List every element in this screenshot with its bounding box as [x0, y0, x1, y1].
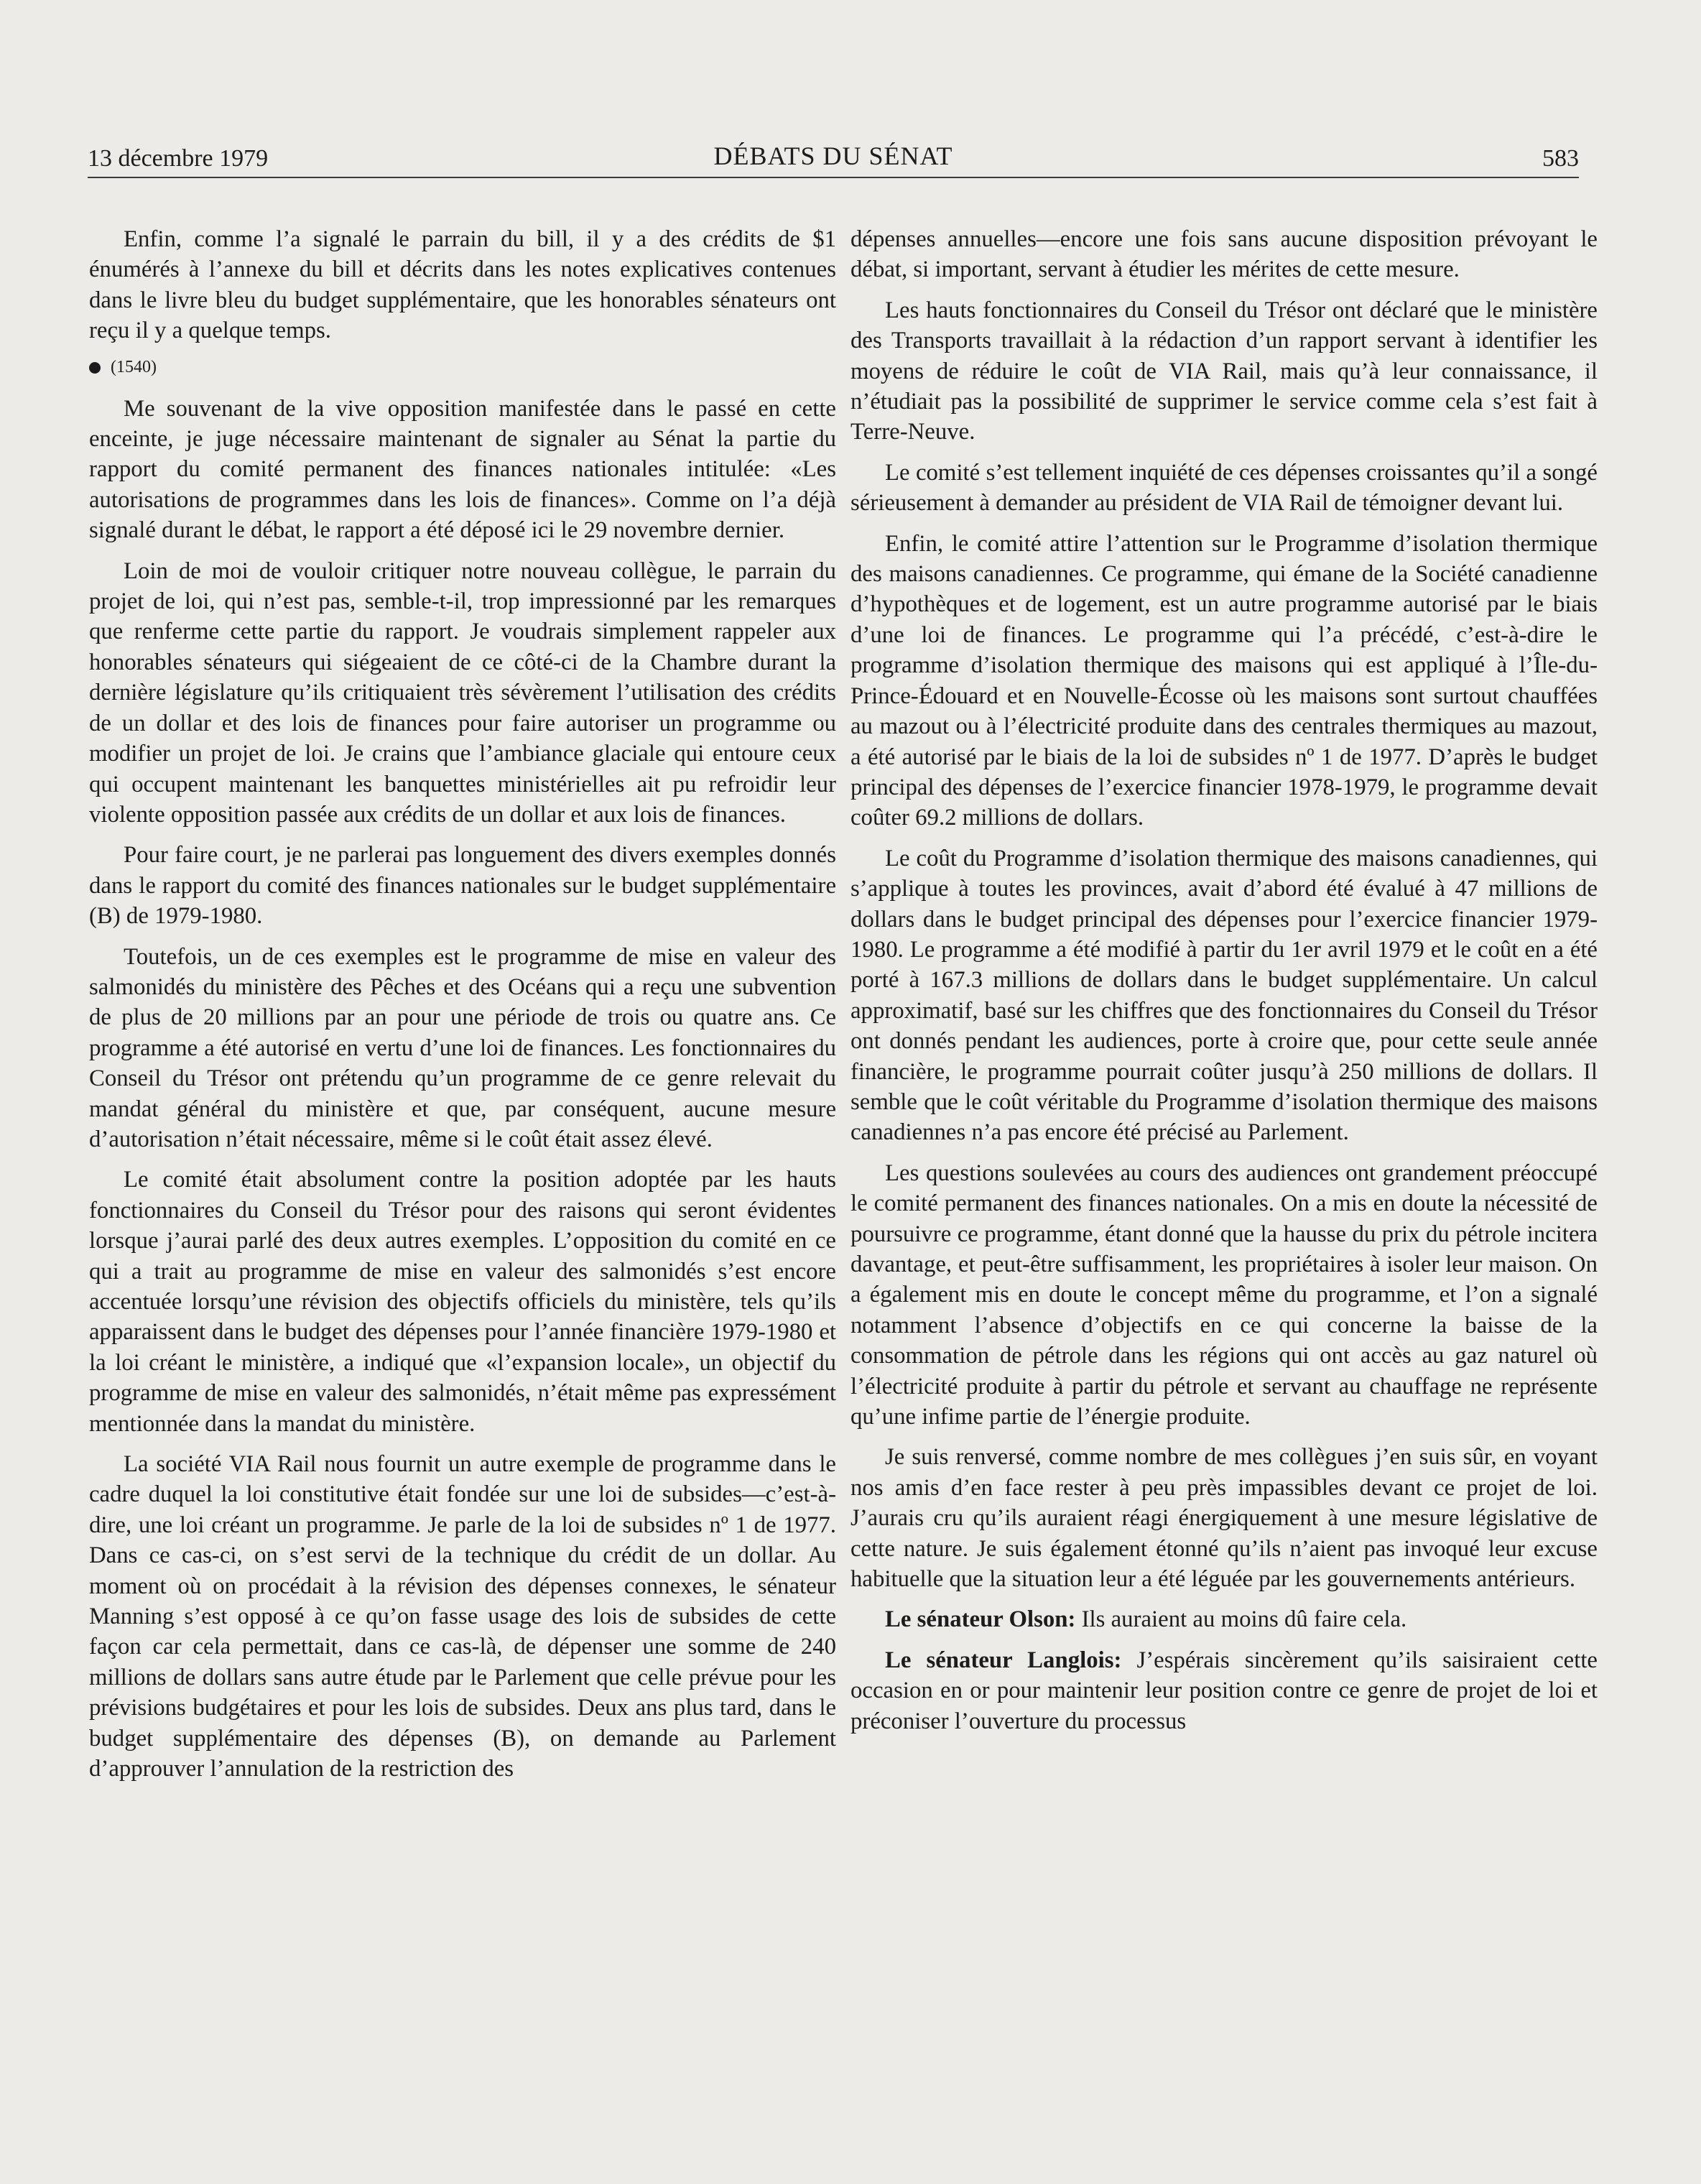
speech-langlois — [850, 1645, 1598, 1736]
paragraph: La société VIA Rail nous fournit un autre exemple de programme dans le cadre duquel la loi constitutive était fondée sur une loi de subsides—c’est-à-dire, une loi créant un programme. Je parle de la loi de subsides nº 1 de 1977. Dans ce cas-ci, on s’est servi de la technique du crédit de un dollar. Au moment où on procédait à la révision des dépenses connexes, le sénateur Manning s’est opposé à ce qu’on fasse usage des lois de subsides de cette façon car cela permettait, dans ce cas-là, de dépenser une somme de 240 millions de dollars sans autre étude par le Parlement que celle prévue pour les prévisions budgétaires et pour les lois de subsides. Deux ans plus tard, dans le budget supplémentaire des dépenses (B), on demande au Parlement d’approuver l’annulation de la restriction des — [89, 1451, 836, 1782]
speaker-name: Le sénateur Langlois: — [885, 1647, 1122, 1673]
paragraph: Pour faire court, je ne parlerai pas longuement des divers exemples donnés dans le rapport du comité des finances nationales sur le budget supplémentaire (B) de 1979-1980. — [89, 842, 836, 930]
left-column — [89, 224, 836, 1795]
speech-text: Ils auraient au moins dû faire cela. — [1075, 1606, 1407, 1633]
right-column — [850, 224, 1598, 1746]
paragraph: Toutefois, un de ces exemples est le programme de mise en valeur des salmonidés du ministère des Pêches et des Océans qui a reçu une subvention de plus de 20 millions par an pour une période de trois ou quatre ans. Ce programme a été autorisé en vertu d’une loi de finances. Les fonctionnaires du Conseil du Trésor ont prétendu qu’un programme de ce genre relevait du mandat général du ministère et que, par conséquent, aucune mesure d’autorisation n’était nécessaire, même si le coût était assez élevé. — [89, 943, 836, 1152]
header-title: DÉBATS DU SÉNAT — [713, 142, 953, 170]
running-header — [88, 141, 1579, 178]
paragraph: Le comité était absolument contre la position adoptée par les hauts fonctionnaires du Conseil du Trésor pour des raisons qui seront évidentes lorsque j’aurai parlé des deux autres exemples. L’opposition du comité en ce qui a trait au programme de mise en valeur des salmonidés s’est encore accentuée lorsqu’une révision des objectifs officiels du ministère, tels qu’ils apparaissent dans le budget des dépenses pour l’année financière 1979-1980 et la loi créant le ministère, a indiqué que «l’expansion locale», un objectif du programme de mise en valeur des salmonidés, n’était même pas expressément mentionnée dans la mandat du ministère. — [89, 1167, 836, 1437]
speech-text: J’espérais sincèrement qu’ils saisiraient cette occasion en or pour maintenir leur position contre ce genre de projet de loi et préconiser l’ouverture du processus — [850, 1647, 1598, 1734]
paragraph: Me souvenant de la vive opposition manifestée dans le passé en cette enceinte, je juge nécessaire maintenant de signaler au Sénat la partie du rapport du comité permanent des finances nationales intitulée: «Les autorisations de programmes dans les lois de finances». Comme on l’a déjà signalé durant le débat, le rapport a été déposé ici le 29 novembre dernier. — [89, 395, 836, 544]
paragraph-continued: dépenses annuelles—encore une fois sans aucune disposition prévoyant le débat, si important, servant à étudier les mérites de cette mesure. — [850, 226, 1598, 283]
page-number: 583 — [1542, 145, 1579, 172]
paragraph: Le coût du Programme d’isolation thermique des maisons canadiennes, qui s’applique à toutes les provinces, avait d’abord été évalué à 47 millions de dollars dans le budget principal des dépenses pour l’exercice financier 1979-1980. Le programme a été modifié à partir du 1er avril 1979 et le coût en a été porté à 167.3 millions de dollars dans le budget supplémentaire. Un calcul approximatif, basé sur les chiffres que des fonctionnaires du Conseil du Trésor ont donnés pendant les audiences, porte à croire que, pour cette seule année financière, le programme pourrait coûter jusqu’à 250 millions de dollars. Il semble que le coût véritable du Programme d’isolation thermique des maisons canadiennes n’a pas encore été précisé au Parlement. — [850, 845, 1598, 1146]
time-marker-text: (1540) — [111, 357, 157, 376]
paragraph: Je suis renversé, comme nombre de mes collègues j’en suis sûr, en voyant nos amis d’en face rester à peu près impassibles devant ce projet de loi. J’aurais cru qu’ils auraient réagi énergiquement à une mesure législative de cette nature. Je suis également étonné qu’ils n’aient pas invoqué leur excuse habituelle que la situation leur a été léguée par les gouvernements antérieurs. — [850, 1444, 1598, 1593]
time-marker — [89, 356, 836, 378]
paragraph: Les hauts fonctionnaires du Conseil du Trésor ont déclaré que le ministère des Transports travaillait à la rédaction d’un rapport servant à identifier les moyens de réduire le coût de VIA Rail, mais qu’à leur connaissance, il n’étudiait pas la possibilité de supprimer le service comme cela s’est fait à Terre-Neuve. — [850, 297, 1598, 445]
paragraph: Enfin, comme l’a signalé le parrain du bill, il y a des crédits de $1 énumérés à l’annexe du bill et décrits dans les notes explicatives contenues dans le livre bleu du budget supplémentaire, que les honorables sénateurs ont reçu il y a quelque temps. — [89, 226, 836, 344]
paragraph: Enfin, le comité attire l’attention sur le Programme d’isolation thermique des maisons canadiennes. Ce programme, qui émane de la Société canadienne d’hypothèques et de logement, est un autre programme autorisé par le biais d’une loi de finances. Le programme qui l’a précédé, c’est-à-dire le programme d’isolation thermique des maisons qui est appliqué à l’Île-du-Prince-Édouard et en Nouvelle-Écosse où les maisons sont surtout chauffées au mazout ou à l’électricité produite dans des centrales thermiques au mazout, a été autorisé par le biais de la loi de subsides nº 1 de 1977. D’après le budget principal des dépenses de l’exercice financier 1978-1979, le programme devait coûter 69.2 millions de dollars. — [850, 530, 1598, 831]
paragraph: Le comité s’est tellement inquiété de ces dépenses croissantes qu’il a songé sérieusement à demander au président de VIA Rail de témoigner devant lui. — [850, 459, 1598, 517]
speaker-name: Le sénateur Olson: — [885, 1606, 1076, 1633]
bullet-icon — [89, 362, 101, 374]
speech-olson — [850, 1604, 1598, 1634]
header-date: 13 décembre 1979 — [88, 145, 269, 172]
paragraph: Les questions soulevées au cours des audiences ont grandement préoccupé le comité permanent des finances nationales. On a mis en doute la nécessité de poursuivre ce programme, étant donné que la hausse du prix du pétrole incitera davantage, et peut-être suffisamment, les propriétaires à isoler leur maison. On a également mis en doute le concept même du programme, et l’on a signalé notamment l’absence d’objectifs en ce qui concerne la baisse de la consommation de pétrole dans les régions qui ont accès au gaz naturel où l’électricité produite à partir du pétrole et servant au chauffage ne représente qu’une infime partie de l’énergie produite. — [850, 1160, 1598, 1430]
paragraph: Loin de moi de vouloir critiquer notre nouveau collègue, le parrain du projet de loi, qui n’est pas, semble-t-il, trop impressionné par les remarques que renferme cette partie du rapport. Je voudrais simplement rappeler aux honorables sénateurs qui siégeaient de ce côté-ci de la Chambre durant la dernière législature qu’ils critiquaient très sévèrement l’utilisation des crédits de un dollar et des lois de finances pour faire autoriser un programme ou modifier un projet de loi. Je crains que l’ambiance glaciale qui entoure ceux qui occupent maintenant les banquettes ministérielles ait pu refroidir leur violente opposition passée aux crédits de un dollar et aux lois de finances. — [89, 557, 836, 828]
